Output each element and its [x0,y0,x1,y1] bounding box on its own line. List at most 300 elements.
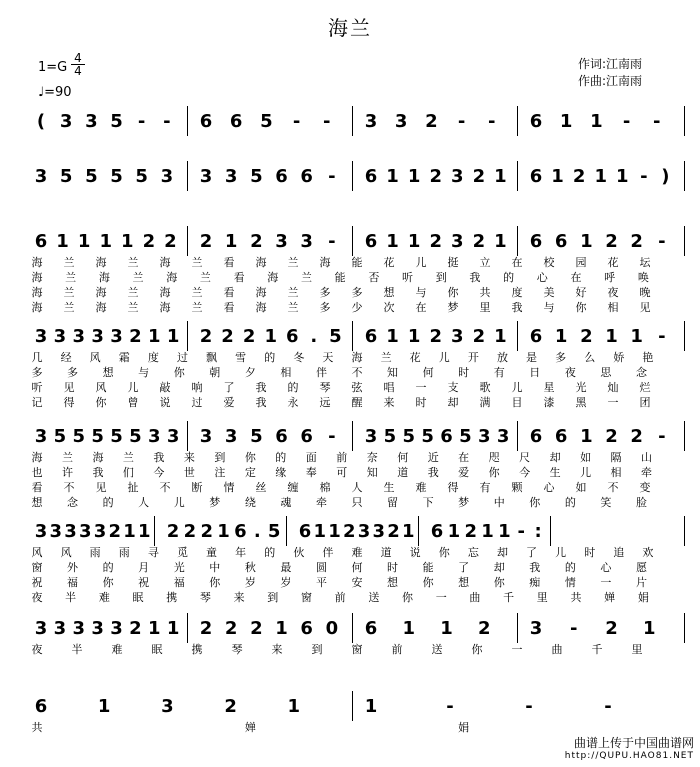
lyric-char: 娇 [613,351,625,364]
lyrics-row [26,301,686,315]
lyric-char: 送 [368,591,380,604]
note: 1 [313,521,327,542]
time-signature-denominator: 4 [71,64,85,77]
note: 3 [224,426,238,447]
note: 1 [494,231,507,252]
lyric-char: 奈 [366,451,378,464]
note: 2 [429,166,442,187]
lyric-char: 爱 [223,396,235,409]
note: 1 [77,231,91,252]
lyric-char: 好 [575,286,587,299]
note: 3 [78,521,92,542]
lyric-char: 灿 [607,381,619,394]
lyric-char: 多 [555,351,567,364]
note: 1 [494,166,507,187]
lyric-char: 看 [223,301,235,314]
lyric-char: 你 [575,301,587,314]
lyric-char: 兰 [63,286,75,299]
lyric-char: 海 [98,271,110,284]
bar-line [352,161,353,191]
lyric-char: 想 [102,366,114,379]
lyric-char: 坛 [639,256,651,269]
note: 3 [199,426,213,447]
lyrics-row [26,481,686,495]
lyric-char: 相 [607,301,619,314]
lyric-char: 琴 [319,381,331,394]
note: 3 [477,426,491,447]
lyric-char: 的 [102,496,114,509]
bar-line [187,226,188,256]
extension-dash: - [517,521,526,542]
lyric-char: 歌 [479,381,491,394]
note: 5 [110,426,123,447]
note: 1 [364,696,378,717]
lyric-char: 霜 [118,351,130,364]
note: 3 [199,166,213,187]
tempo-marking [38,85,72,100]
note: ( [36,111,46,132]
notes-row [26,425,686,449]
lyric-char: 安 [351,576,363,589]
lyric-char: 咫 [488,451,500,464]
lyric-char: 得 [63,396,75,409]
lyric-char: 风 [95,381,107,394]
lyric-char: 看 [233,271,245,284]
lyric-char: 次 [383,301,395,314]
lyric-char: 牵 [315,496,327,509]
bar-line [684,106,685,136]
lyric-char: 兰 [191,256,203,269]
note: 3 [372,521,386,542]
lyric-char: 雪 [235,351,247,364]
extension-dash: - [658,231,666,252]
lyric-char: 伴 [322,546,334,559]
lyric-char: 你 [173,366,185,379]
bar-line [154,516,155,546]
lyric-char: 见 [95,481,107,494]
lyric-char: 在 [511,256,523,269]
lyric-char: 海 [95,301,107,314]
repeat-sign: : [534,521,542,542]
lyric-char: 海 [31,256,43,269]
lyric-char: 中 [493,496,505,509]
lyric-char: 尺 [519,451,531,464]
note: 2 [129,326,142,347]
note: 2 [472,166,486,187]
note: 6 [275,426,288,447]
lyric-char: 童 [206,546,218,559]
lyric-char: 牵 [641,466,653,479]
note: 6 [298,521,312,542]
lyric-char: 道 [380,546,392,559]
note: 5 [110,166,123,187]
lyric-char: 眠 [132,591,144,604]
note: 3 [59,111,73,132]
lyric-char: 我 [427,466,439,479]
bar-line [550,516,551,546]
lyric-char: 共 [570,591,582,604]
lyric-char: 兰 [300,271,312,284]
lyric-char: 见 [63,381,75,394]
note: 2 [342,521,356,542]
note: . [310,326,318,347]
lyric-char: 难 [98,591,110,604]
lyric-char: 过 [191,396,203,409]
note: 2 [472,231,486,252]
note: 1 [166,618,180,639]
lyric-char: 曲 [551,643,563,656]
lyric-char: 难 [351,546,363,559]
lyric-char: 人 [351,481,363,494]
note: 5 [383,426,397,447]
note: 3 [91,618,104,639]
extension-dash: - [640,166,648,187]
lyric-char: 却 [493,561,505,574]
note: 2 [250,618,263,639]
note: 2 [129,618,142,639]
note: 2 [164,231,177,252]
lyric-char: 海 [31,286,43,299]
lyric-char: 千 [591,643,603,656]
note: 3 [34,326,48,347]
lyric-char: 一 [511,643,523,656]
lyric-char: 记 [31,396,43,409]
note: 3 [64,521,77,542]
lyric-char: 兰 [380,351,392,364]
lyric-char: 福 [173,576,185,589]
lyric-char: 艳 [642,351,654,364]
lyric-char: 儿 [580,466,592,479]
note: 5 [250,166,263,187]
note: 0 [325,618,339,639]
lyric-char: 么 [584,351,596,364]
lyric-char: 海 [159,286,171,299]
note: 1 [590,111,603,132]
lyric-char: 海 [255,256,267,269]
note: 6 [554,231,568,252]
lyric-char: 兰 [127,256,139,269]
lyric-char: 不 [159,481,171,494]
lyric-char: 夕 [244,366,256,379]
lyric-char: 你 [422,576,434,589]
note: 6 [440,426,453,447]
lyric-char: 一 [435,591,447,604]
lyric-char: 想 [383,286,395,299]
lyric-char: 想 [31,496,43,509]
note: 1 [447,521,461,542]
lyric-char: 得 [447,481,459,494]
note: 3 [496,426,510,447]
lyric-char: 到 [311,643,323,656]
note: 2 [605,618,618,639]
lyric-char: 琴 [199,591,211,604]
lyric-char: 却 [447,396,459,409]
lyric-char: 在 [415,301,427,314]
note: 1 [386,231,399,252]
lyric-char: 的 [287,381,299,394]
note: 2 [464,521,477,542]
lyric-char: 海 [255,286,267,299]
lyric-char: 中 [209,561,221,574]
lyric-char: 一 [600,576,612,589]
lyrics-row [26,381,686,395]
note: 1 [264,326,277,347]
note: 6 [529,166,543,187]
lyric-char: 在 [458,451,470,464]
lyric-char: 来 [233,591,245,604]
lyric-char: 魂 [280,496,292,509]
lyric-char: 扯 [127,481,139,494]
lyric-char: 在 [570,271,582,284]
lyric-char: 烂 [639,381,651,394]
note: 1 [407,166,421,187]
lyric-char: 何 [422,366,434,379]
lyric-char: 窗 [31,561,43,574]
extension-dash: - [622,111,631,132]
lyric-char: 说 [159,396,171,409]
lyric-char: 面 [305,451,317,464]
note: 2 [108,521,122,542]
note: 2 [166,521,180,542]
lyric-char: 多 [67,366,79,379]
note: 6 [529,326,543,347]
lyric-char: 却 [496,546,508,559]
note: 5 [53,426,67,447]
lyric-char: 如 [575,481,587,494]
lyric-char: 唤 [637,271,649,284]
lyric-char: 今 [519,466,531,479]
lyric-char: 支 [447,381,459,394]
lyric-char: 你 [102,576,114,589]
note: 6 [300,426,313,447]
note: 1 [386,326,399,347]
lyric-char: 风 [31,546,43,559]
lyric-char: 窗 [351,643,363,656]
extension-dash: - [604,696,612,717]
lyric-char: 片 [635,576,647,589]
lyric-char: 海 [159,301,171,314]
note: 5 [260,111,273,132]
lyric-char: 曲 [469,591,481,604]
lyric-char: 不 [63,481,75,494]
note: 3 [147,426,161,447]
note: 3 [224,166,238,187]
note: 5 [329,326,342,347]
note: 1 [166,326,180,347]
lyric-char: 风 [60,546,72,559]
lyric-char: 外 [67,561,79,574]
lyric-char: 定 [244,466,256,479]
note: 2 [472,326,486,347]
lyric-char: 心 [600,561,612,574]
bar-line [684,321,685,351]
note: 2 [630,231,643,252]
lyric-char: 多 [351,286,363,299]
lyric-char: 风 [89,351,101,364]
lyric-char: 你 [244,451,256,464]
lyric-char: 能 [422,561,434,574]
note: 3 [161,696,174,717]
note: 3 [72,618,86,639]
note: 5 [459,426,472,447]
note: 3 [34,166,48,187]
lyric-char: 海 [351,351,363,364]
lyric-char: 儿 [415,256,427,269]
lyric-char: 海 [31,271,43,284]
lyric-char: 人 [138,496,150,509]
note: 2 [425,111,438,132]
lyric-char: 知 [387,366,399,379]
extension-dash: - [457,111,466,132]
lyric-char: 共 [479,286,491,299]
lyric-char: 一 [415,381,427,394]
lyric-char: 娟 [637,591,649,604]
lyric-char: 晚 [639,286,651,299]
bar-line [352,613,353,643]
lyric-char: 来 [183,451,195,464]
extension-dash: - [323,111,331,132]
lyric-char: 光 [173,561,185,574]
note: 1 [137,521,151,542]
lyric-char: 里 [631,643,643,656]
lyric-char: 思 [600,366,612,379]
lyric-char: 立 [479,256,491,269]
lyrics-row [26,366,686,380]
lyric-char: 祝 [31,576,43,589]
note: 5 [135,166,148,187]
note: 1 [559,111,573,132]
lyric-char: 窗 [300,591,312,604]
lyric-char: 海 [92,451,104,464]
note: 3 [275,231,288,252]
lyric-char: 的 [275,451,287,464]
lyrics-row [26,496,686,510]
lyric-char: 雨 [118,546,130,559]
note: 6 [199,111,213,132]
lyric-char: 也 [31,466,43,479]
note: 2 [221,326,234,347]
note: 3 [34,521,48,542]
lyric-char: 却 [549,451,561,464]
lyric-char: 福 [67,576,79,589]
lyrics-row [26,396,686,410]
extension-dash: - [328,231,336,252]
bar-line [352,226,353,256]
lyric-char: 是 [526,351,538,364]
lyric-char: 满 [479,396,491,409]
note: 3 [166,426,180,447]
lyric-char: 情 [223,481,235,494]
lyric-char: 漆 [543,396,555,409]
bar-line [684,161,685,191]
lyric-char: 兰 [287,256,299,269]
lyric-char: 醒 [351,396,363,409]
lyric-char: 你 [402,591,414,604]
lyric-char: 脸 [635,496,647,509]
bar-line [352,691,353,721]
lyric-char: 注 [214,466,226,479]
note: 6 [364,618,378,639]
lyric-char: 花 [607,256,619,269]
note: 2 [224,618,238,639]
lyric-char: 挺 [447,256,459,269]
lyric-char: 相 [610,466,622,479]
note: 2 [630,426,643,447]
note: 1 [123,521,136,542]
note: 2 [580,326,593,347]
lyricist-credit: 作词:江南雨 [578,57,643,71]
lyric-char: 里 [479,301,491,314]
note: 1 [147,618,161,639]
lyric-char: 你 [493,576,505,589]
lyric-char: 只 [351,496,363,509]
lyric-char: 的 [264,546,276,559]
bar-line [517,613,518,643]
note: 1 [407,231,421,252]
lyric-char: 几 [31,351,43,364]
lyric-char: 变 [639,481,651,494]
extension-dash: - [163,111,171,132]
lyric-char: 你 [95,396,107,409]
lyrics-row [26,591,686,605]
lyric-char: 棉 [319,481,331,494]
lyric-char: 有 [493,366,505,379]
lyric-char: 美 [543,286,555,299]
lyric-char: 心 [543,481,555,494]
note: 3 [53,618,67,639]
lyric-char: 兰 [127,301,139,314]
note: 5 [250,426,263,447]
note: 2 [199,231,213,252]
lyric-char: 不 [607,481,619,494]
extension-dash: - [137,111,146,132]
note: 1 [287,696,301,717]
lyrics-row [26,351,686,365]
lyric-char: 你 [209,576,221,589]
note: 6 [234,521,247,542]
note: . [253,521,261,542]
lyric-char: 何 [351,561,363,574]
watermark [565,737,694,763]
extension-dash: - [292,111,301,132]
lyric-char: 雨 [89,546,101,559]
bar-line [517,106,518,136]
lyric-char: 说 [409,546,421,559]
lyric-char: 道 [397,466,409,479]
note: 3 [451,231,464,252]
note: 1 [498,521,511,542]
lyric-char: 海 [166,271,178,284]
lyric-char: 看 [223,286,235,299]
key-signature: 1=G [38,60,68,75]
bar-line [517,421,518,451]
lyric-char: 飘 [206,351,218,364]
lyric-char: 我 [529,561,541,574]
lyric-char: 我 [255,396,267,409]
bar-line [187,321,188,351]
lyric-char: 下 [422,496,434,509]
note: 5 [129,426,142,447]
extension-dash: - [488,111,496,132]
extension-dash: - [653,111,661,132]
lyric-char: 欢 [642,546,654,559]
note: 3 [93,521,107,542]
lyric-char: 多 [319,301,331,314]
note: 6 [275,166,288,187]
bar-line [418,516,419,546]
note: 6 [286,326,299,347]
lyrics-row [26,451,686,465]
